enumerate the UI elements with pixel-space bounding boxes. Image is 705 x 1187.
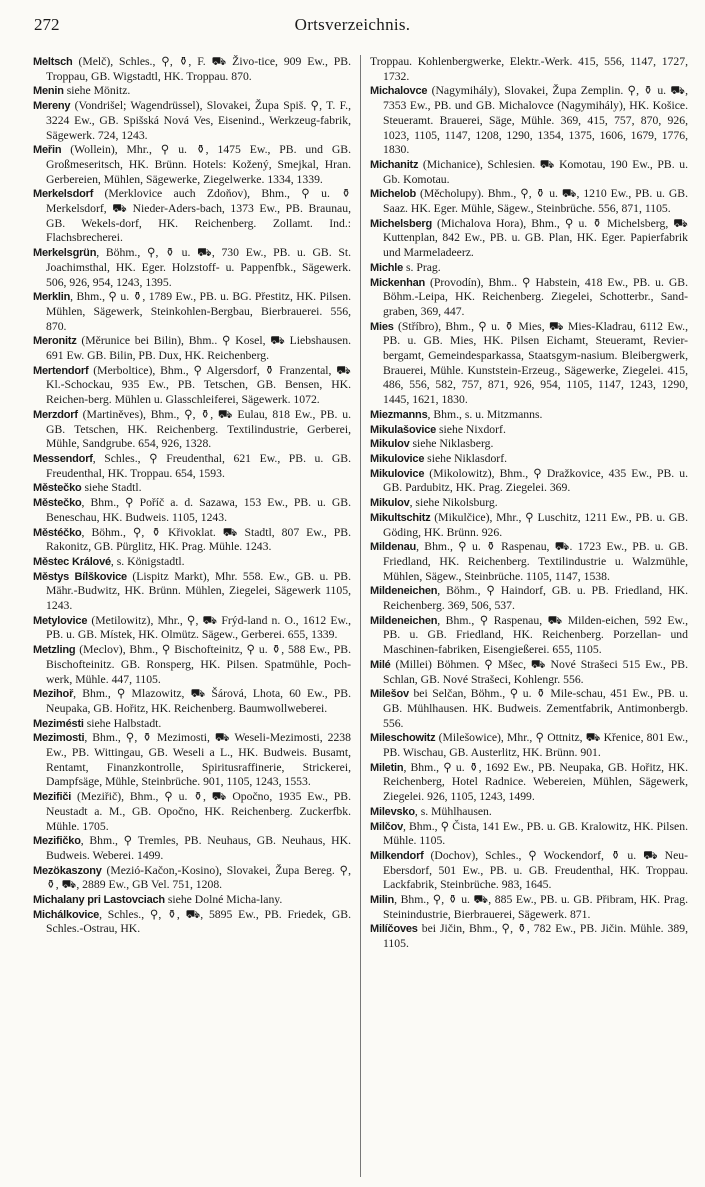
entry-text: , Bhm., ⚲, ⚱ Mezimosti, ⛟ Weseli-Mezimosti, 2238 Ew., PB. Wittingau, GB. Weseli a L., HK. Budweis. Busamt, Rentamt, Finanzkontrolle, Spiritusraffinerie, Strickerei, Dampfsäge, Mühle, Steinbrüche. 901, 1105, 1243, 1553. (46, 731, 351, 789)
directory-entry (370, 849, 688, 893)
entry-text: (Michalova Hora), Bhm., ⚲ u. ⚱ Michelsberg, ⛟ Kuttenplan, 842 Ew., PB. u. GB. Plan, HK. Eger. Papierfabrik und Marmeladeerz. (383, 216, 688, 260)
directory-entry (33, 290, 351, 334)
directory-entry (370, 540, 688, 584)
entry-headword: Mertendorf (33, 364, 89, 377)
entry-text: siehe Stadtl. (81, 481, 142, 495)
entry-text: , Bhm., ⚲ Raspenau, ⛟ Milden-eichen, 592 Ew., PB. u. GB. Friedland, HK. Reichenberg. Porzellan- und Maschinen-fabriken, Eisengießerei. 655, 1105. (383, 613, 688, 657)
entry-text: , Bhm., s. u. Mitzmanns. (427, 407, 543, 421)
directory-entry (370, 276, 688, 320)
entry-headword: Mikulovice (370, 467, 425, 480)
entry-text: (Vondrišel; Wagendrüssel), Slovakei, Župa Spiš. ⚲, T. F., 3224 Ew., GB. Spišská Nová Ves, Eisenind., Werkzeug-fabrik, Sägewerk. 724, 1243. (46, 99, 351, 142)
directory-entry (33, 246, 351, 290)
entry-headword: Mileschowitz (370, 732, 436, 745)
entry-headword: Mikulov (370, 438, 410, 451)
entry-headword: Milé (370, 658, 391, 671)
directory-entry (33, 526, 351, 555)
entry-text: (Provodín), Bhm.. ⚲ Habstein, 418 Ew., PB. u. GB. Böhm.-Leipa, HK. Reichenberg. Ziegelei, Schotterbr., Sand-graben, 369, 447. (383, 275, 688, 318)
directory-entry (33, 84, 351, 99)
directory-entry (33, 908, 351, 937)
entry-headword: Mildeneichen (370, 614, 438, 627)
directory-entry (370, 217, 688, 261)
entry-text: (Nagymihály), Slovakei, Župa Zemplin. ⚲, ⚱ u. ⛟, 7353 Ew., PB. und GB. Michalovce (Nagymihály), HK. Košice. Steueramt. Brauerei, Säge, Mühle. 369, 415, 757, 870, 926, 1023, 1105, 1147, 1208, 1290, 1354, 1375, 1606, 1679, 1776, 1830. (383, 84, 688, 157)
entry-text: , Bhm., ⚲ Mlazowitz, ⛟ Šárová, Lhota, 60 Ew., PB. Neupaka, GB. Hořitz, HK. Reichenberg. Baumwollweberei. (46, 687, 351, 715)
entry-headword: Mezökaszony (33, 864, 102, 877)
directory-entry (370, 761, 688, 805)
entry-headword: Merzdorf (33, 408, 78, 421)
entry-headword: Mikultschitz (370, 511, 431, 524)
directory-entry (33, 570, 351, 614)
entry-headword: Michálkovice (33, 908, 100, 921)
entry-text: , Böhm., ⚲ Haindorf, GB. u. PB. Friedland, HK. Reichenberg. 369, 506, 537. (383, 584, 688, 613)
entry-headword: Menin (33, 85, 64, 98)
entry-text: (Měcholupy). Bhm., ⚲, ⚱ u. ⛟, 1210 Ew., PB. u. GB. Saaz. HK. Eger. Mühle, Sägew., Steinbrüche. 556, 871, 1105. (383, 187, 688, 216)
directory-entry (370, 496, 688, 511)
entry-headword: Městéčko (33, 526, 82, 539)
directory-entry (33, 614, 351, 643)
entry-text: (Dochov), Schles., ⚲ Wockendorf, ⚱ u. ⛟ Neu-Ebersdorf, 501 Ew., PB. u. GB. Freudenthal, HK. Troppau. Lackfabrik, Steinbrüche. 983, 1645. (383, 848, 688, 892)
entry-headword: Michle (370, 261, 404, 274)
right-column (370, 55, 688, 1177)
entry-headword: Mezifiči (33, 791, 72, 804)
directory-entry (370, 55, 688, 84)
entry-headword: Meltsch (33, 56, 73, 68)
entry-headword: Meronitz (33, 335, 77, 348)
entry-headword: Městečko (33, 482, 82, 495)
entry-text: siehe Nixdorf. (436, 422, 506, 436)
entry-text: (Meziřič), Bhm., ⚲ u. ⚱, ⛟ Opočno, 1935 Ew., PB. Neustadt a. M., GB. Opočno, HK. Reichenberg. Zuckerfbk. Mühle. 1705. (46, 790, 351, 833)
entry-text: , Bhm., ⚲, ⚱ u. ⛟, 885 Ew., PB. u. GB. Přibram, HK. Prag. Steinindustrie, Bierbrauerei, Sägewerk. 871. (383, 893, 688, 921)
entry-headword: Milevsko (370, 805, 415, 818)
entry-text: , Schles., ⚲, ⚱, ⛟, 5895 Ew., PB. Friedek, GB. Schles.-Ostrau, HK. (46, 907, 351, 936)
entry-text: (Millei) Böhmen. ⚲ Mšec, ⛟ Nové Strašeci 515 Ew., PB. Schlan, GB. Nové Strašeci, Kohlengr. 556. (383, 657, 688, 686)
entry-headword: Městec Králové (33, 555, 111, 568)
directory-entry (33, 717, 351, 732)
directory-entry (370, 320, 688, 408)
entry-text: , s. Königstadtl. (110, 554, 185, 568)
entry-headword: Milešov (370, 688, 409, 701)
entry-headword: Michelob (370, 188, 417, 201)
entry-text: (Michanice), Schlesien. ⛟ Komotau, 190 Ew., PB. u. Gb. Komotau. (383, 157, 688, 186)
entry-headword: Messendorf (33, 452, 93, 465)
entry-text: , s. Mühlhausen. (414, 804, 492, 818)
directory-entry (370, 437, 688, 452)
directory-entry (370, 893, 688, 922)
entry-text: siehe Niklasberg. (409, 437, 494, 451)
entry-text: siehe Halbstadt. (83, 716, 162, 730)
entry-headword: Metylovice (33, 614, 88, 627)
entry-headword: Merklin (33, 291, 71, 304)
entry-headword: Městečko (33, 497, 82, 510)
entry-headword: Mereny (33, 100, 71, 113)
directory-entry (370, 84, 688, 158)
entry-text: siehe Mönitz. (63, 84, 131, 98)
directory-entry (33, 864, 351, 893)
entry-text: (Meclov), Bhm., ⚲ Bischofteinitz, ⚲ u. ⚱, 588 Ew., PB. Bischofteinitz. GB. Ronsperg, HK. Pilsen. Spatmühle, Poch-werk, Mühle. 447, 1105. (46, 643, 351, 686)
entry-headword: Mikulovice (370, 452, 425, 465)
directory-entry (370, 452, 688, 467)
directory-entry (33, 481, 351, 496)
directory-entry (370, 922, 688, 951)
entry-text: , Bhm., ⚲ Čista, 141 Ew., PB. u. GB. Kralowitz, HK. Pilsen. Mühle. 1105. (383, 819, 688, 848)
directory-entry (33, 452, 351, 481)
entry-text: , Bhm., ⚲ u. ⚱, 1692 Ew., PB. Neupaka, GB. Hořitz, HK. Reichenberg, Hotel Radnice. Webereien, Mühlen, Sägewerk, Ziegelei. 926, 1105, 1243, 1499. (383, 760, 688, 804)
entry-headword: Metzling (33, 644, 76, 657)
entry-text: , siehe Nikolsburg. (409, 496, 498, 510)
entry-text: bei Selčan, Böhm., ⚲ u. ⚱ Mile-schau, 451 Ew., PB. u. GB. Mühlhausen. HK. Budweis. Zementfabrik, Antimonbergb. 556. (383, 687, 688, 730)
directory-entry (33, 790, 351, 834)
directory-entry (370, 261, 688, 276)
directory-entry (33, 364, 351, 408)
entry-headword: Mezihoř (33, 688, 74, 701)
directory-entry (33, 143, 351, 187)
entry-headword: Merkelsdorf (33, 188, 94, 201)
entry-headword: Mildenau (370, 541, 417, 554)
entry-headword: Milkendorf (370, 849, 424, 862)
entry-text: s. Prag. (403, 260, 441, 274)
entry-text: , Bhm., ⚲ u. ⚱ Raspenau, ⛟. 1723 Ew., PB. u. GB. Friedland, HK. Reichenberg. Textilindustrie u. Walzmühle, Mühlen, Sägew., Steinbrüche. 1105, 1147, 1538. (383, 540, 688, 583)
directory-entry (33, 99, 351, 143)
entry-text: siehe Dolné Micha-lany. (164, 893, 283, 907)
directory-entry (370, 584, 688, 613)
entry-headword: Meřin (33, 144, 62, 157)
page-header (0, 0, 705, 44)
entry-headword: Milčov (370, 820, 404, 833)
directory-entry (370, 614, 688, 658)
entry-text: siehe Niklasdorf. (424, 451, 508, 465)
entry-headword: Mildeneichen (370, 585, 438, 598)
column-divider (360, 55, 361, 1177)
directory-entry (370, 187, 688, 216)
directory-entry (33, 555, 351, 570)
entry-text: (Martiněves), Bhm., ⚲, ⚱, ⛟ Eulau, 818 Ew., PB. u. GB. Tetschen, HK. Reichenberg. Textilindustrie, Gerberei, Mühle, Sandgrube. 654, 926, 1328. (46, 407, 351, 451)
directory-columns (33, 55, 689, 1177)
entry-text: , Böhm., ⚲, ⚱ u. ⛟, 730 Ew., PB. u. GB. St. Joachimsthal, HK. Eger. Holzstoff- u. Pappenfbk., Sägewerk. 506, 926, 954, 1243, 1395. (46, 246, 351, 289)
directory-entry (370, 820, 688, 849)
entry-headword: Městys Bílškovice (33, 570, 127, 583)
entry-text: (Mikolowitz), Bhm., ⚲ Dražkovice, 435 Ew., PB. u. GB. Pardubitz, HK. Prag. Ziegelei. 369. (383, 466, 688, 495)
entry-headword: Milin (370, 894, 395, 907)
directory-entry (33, 687, 351, 716)
directory-entry (370, 731, 688, 760)
page-number: 272 (34, 15, 60, 34)
directory-entry (370, 658, 688, 687)
entry-text: (Merklovice auch Zdoňov), Bhm., ⚲ u. ⚱ Merkelsdorf, ⛟ Nieder-Aders-bach, 1373 Ew., PB. Braunau, GB. Wekels-dorf, HK. Reichenberg. Zollamt. Ind.: Flachsbrecherei. (46, 187, 351, 245)
entry-text: (Melč), Schles., ⚲, ⚱, F. ⛟ Živo-tice, 909 Ew., PB. Troppau, GB. Wigstadtl, HK. Troppau. 870. (46, 55, 351, 83)
entry-text: (Lispitz Markt), Mhr. 558. Ew., GB. u. PB. Mähr.-Budwitz, HK. Brünn. Mühlen, Ziegelei, Sägewerk 1105, 1243. (46, 569, 351, 613)
entry-text: (Měrunice bei Bilin), Bhm.. ⚲ Kosel, ⛟ Liebshausen. 691 Ew. GB. Bilin, PB. Dux, HK. Reichenberg. (46, 334, 351, 363)
directory-entry (370, 467, 688, 496)
entry-headword: Mikulašovice (370, 423, 437, 436)
directory-entry (33, 893, 351, 908)
directory-entry (33, 496, 351, 525)
entry-headword: Miezmanns (370, 408, 428, 421)
directory-entry (370, 158, 688, 187)
entry-text: , Bhm., ⚲ Poříč a. d. Sazawa, 153 Ew., PB. u. GB. Beneschau, HK. Budweis. 1105, 1243. (46, 496, 351, 524)
page-title: Ortsverzeichnis. (294, 15, 411, 34)
entry-headword: Mikulov (370, 497, 410, 510)
entry-text: (Metilowitz), Mhr., ⚲, ⛟ Frýd-land n. O., 1612 Ew., PB. u. GB. Místek, HK. Olmütz. Sägew., Gerberei. 655, 1339. (46, 613, 351, 642)
directory-entry (33, 834, 351, 863)
entry-headword: Milíčoves (370, 923, 418, 936)
directory-entry (33, 408, 351, 452)
directory-entry (33, 55, 351, 84)
entry-text: , Bhm., ⚲ Tremles, PB. Neuhaus, GB. Neuhaus, HK. Budweis. Weberei. 1499. (46, 834, 351, 862)
entry-headword: Mezimosti (33, 732, 85, 745)
entry-text: (Merboltice), Bhm., ⚲ Algersdorf, ⚱ Franzental, ⛟ Kl.-Schockau, 935 Ew., PB. Tetschen, GB. Bensen, HK. Reichen-berg. Mühlen u. Glasschleiferei, Sägewerk. 1072. (46, 363, 351, 407)
directory-entry (33, 334, 351, 363)
directory-entry (33, 643, 351, 687)
left-column (33, 55, 351, 1177)
entry-text: (Mezió-Kačon,-Kosino), Slovakei, Župa Bereg. ⚲, ⚱, ⛟, 2889 Ew., GB Vel. 751, 1208. (46, 863, 351, 892)
entry-headword: Mezifičko (33, 835, 81, 848)
entry-text: , Schles., ⚲ Freudenthal, 621 Ew., PB. u. GB. Freudenthal, HK. Troppau. 654, 1593. (46, 451, 351, 480)
directory-entry (370, 805, 688, 820)
entry-text: , Bhm., ⚲ u. ⚱, 1789 Ew., PB. u. BG. Přestitz, HK. Pilsen. Mühlen, Sägewerk, Steinkohlen-Bergbau, Bierbrauerei. 556, 870. (46, 290, 351, 333)
entry-headword: Mezimésti (33, 717, 84, 730)
entry-headword: Miletin (370, 761, 404, 774)
entry-text: (Wollein), Mhr., ⚲ u. ⚱, 1475 Ew., PB. und GB. Großmeseritsch, HK. Brünn. Hotels: Kožený, Smejkal, Hran. Gerbereien, Mühlen, Sägewerke, Ziegelwerke. 1334, 1339. (46, 143, 351, 186)
directory-entry (33, 187, 351, 246)
directory-entry (370, 408, 688, 423)
entry-headword: Michelsberg (370, 217, 432, 230)
directory-entry (33, 731, 351, 790)
entry-text: Troppau. Kohlenbergwerke, Elektr.-Werk. 415, 556, 1147, 1727, 1732. (370, 55, 688, 83)
entry-text: bei Jičin, Bhm., ⚲, ⚱, 782 Ew., PB. Jičin. Mühle. 389, 1105. (383, 922, 688, 951)
entry-headword: Mies (370, 320, 394, 333)
directory-entry (370, 423, 688, 438)
directory-entry (370, 511, 688, 540)
entry-text: , Böhm., ⚲, ⚱ Křivoklat. ⛟ Stadtl, 807 Ew., PB. Rakonitz, GB. Pürglitz, HK. Prag. Mühle. 1243. (46, 525, 351, 554)
entry-text: (Milešowice), Mhr., ⚲ Ottnitz, ⛟ Křenice, 801 Ew., PB. Wischau, GB. Austerlitz, HK. Brünn. 901. (383, 731, 688, 760)
entry-headword: Michalany pri Lastovciach (33, 894, 165, 907)
entry-headword: Merkelsgrün (33, 247, 97, 260)
entry-headword: Michalovce (370, 85, 428, 98)
entry-headword: Michanitz (370, 158, 419, 171)
directory-entry (370, 687, 688, 731)
entry-headword: Mickenhan (370, 276, 426, 289)
entry-text: (Stříbro), Bhm., ⚲ u. ⚱ Mies, ⛟ Mies-Kladrau, 6112 Ew., PB. u. GB. Mies, HK. Pilsen Eichamt, Steueramt, Revier-bergamt, Gemeindesparkassa, Staatsgym-nasium. Bleibergwerk, Brauerei, Mühle. Kunststein-Erzeug., Sägewerke, Ziegelei. 415, 486, 556, 582, 757, 871, 926, 954, 1105, 1147, 1243, 1290, 1445, 1621, 1830. (383, 319, 688, 407)
entry-text: (Mikulčice), Mhr., ⚲ Luschitz, 1211 Ew., PB. u. GB. Göding, HK. Brünn. 926. (383, 510, 688, 539)
